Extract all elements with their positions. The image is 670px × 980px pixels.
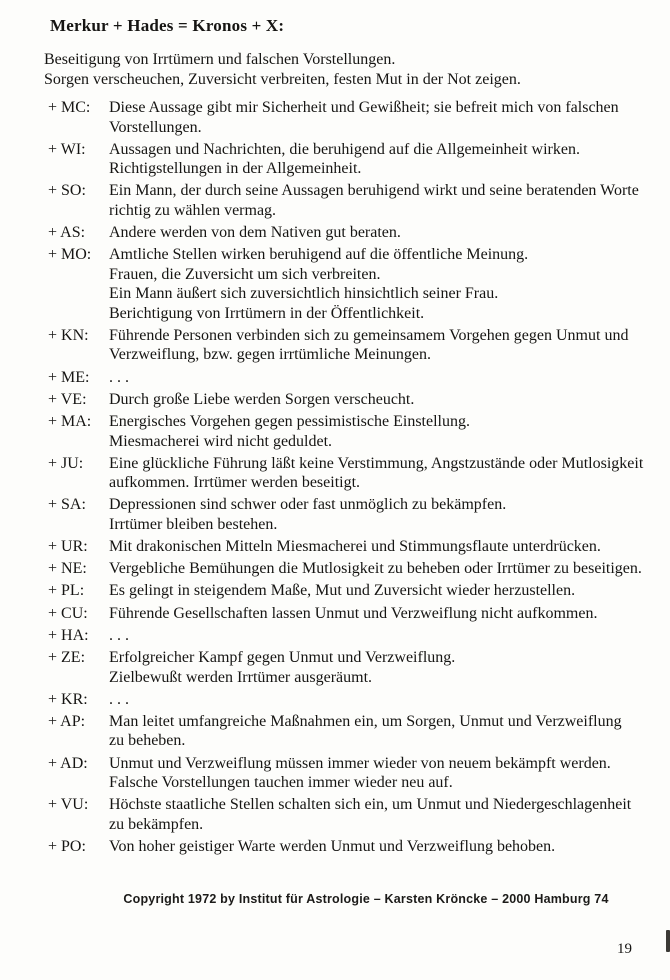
entry-text-line: . . . [109, 626, 129, 644]
entry-row [44, 648, 658, 687]
entry-row [44, 795, 658, 834]
entry-text-line: Diese Aussage gibt mir Sicherheit und Gewißheit; sie befreit mich von falschen [109, 99, 619, 116]
entry-row [44, 181, 658, 220]
entry-label: + PL: [48, 582, 85, 600]
intro-paragraph [44, 50, 658, 89]
entry-text [109, 690, 658, 710]
page-number: 19 [617, 941, 632, 957]
entry-row [44, 712, 658, 751]
entry-row [44, 390, 658, 410]
entry-text-line: zu beheben. [109, 732, 186, 750]
intro-line: Beseitigung von Irrtümern und falschen Vorstellungen. [44, 51, 396, 68]
entry-row [44, 537, 658, 557]
entry-text-line: Vorstellungen. [109, 118, 202, 136]
entry-text-line: Mit drakonischen Mitteln Miesmacherei und Stimmungsflaute unterdrücken. [109, 538, 601, 556]
entry-row [44, 98, 658, 137]
entry-text-line: Andere werden von dem Nativen gut beraten. [109, 224, 401, 242]
entry-text [109, 390, 658, 410]
copyright-line: Copyright 1972 by Institut für Astrologie – Karsten Kröncke – 2000 Hamburg 74 [123, 892, 609, 907]
entry-text-line: Höchste staatliche Stellen schalten sich ein, um Unmut und Niedergeschlagenheit [109, 796, 632, 814]
entry-text [109, 626, 658, 646]
entry-text [109, 559, 658, 579]
entry-text-line: Unmut und Verzweiflung müssen immer wieder von neuem bekämpft werden. [109, 754, 611, 772]
entry-row [44, 690, 658, 710]
scan-artifact-mark [666, 930, 670, 952]
entry-label: + KN: [48, 326, 89, 344]
entry-row [44, 140, 658, 179]
page-title: Merkur + Hades = Kronos + X: [50, 16, 285, 35]
entry-row [44, 559, 658, 579]
entry-label: + CU: [48, 604, 88, 622]
entry-text [109, 326, 658, 365]
entry-text [109, 581, 658, 601]
entry-row [44, 837, 658, 857]
entry-text-line: Aussagen und Nachrichten, die beruhigend auf die Allgemeinheit wirken. [109, 140, 580, 158]
entry-text-line: Verzweiflung, bzw. gegen irrtümliche Meinungen. [109, 346, 431, 364]
entry-text-line: Depressionen sind schwer oder fast unmöglich zu bekämpfen. [109, 496, 507, 514]
entry-label: + ZE: [48, 649, 86, 666]
entry-text-line: . . . [109, 368, 129, 386]
entry-text-line: Führende Gesellschaften lassen Unmut und Verzweiflung nicht aufkommen. [109, 604, 598, 622]
entry-text-line: Miesmacherei wird nicht geduldet. [109, 432, 333, 450]
entry-text-line: richtig zu wählen vermag. [109, 201, 277, 219]
entry-label: + AD: [48, 754, 88, 772]
entry-row [44, 495, 658, 534]
entry-row [44, 604, 658, 624]
entry-label: + WI: [48, 140, 86, 158]
entry-text-line: . . . [109, 690, 129, 708]
entry-label: + VE: [48, 390, 87, 408]
entry-text [109, 245, 658, 323]
entry-label: + HA: [48, 626, 89, 644]
intro-line: Sorgen verscheuchen, Zuversicht verbreiten, festen Mut in der Not zeigen. [44, 70, 521, 88]
entry-text [109, 412, 658, 451]
entry-text [109, 604, 658, 624]
entry-row [44, 368, 658, 388]
entry-label: + VU: [48, 796, 89, 814]
entry-text-line: Frauen, die Zuversicht um sich verbreiten. [109, 265, 381, 283]
entry-row [44, 223, 658, 243]
entry-text [109, 140, 658, 179]
entry-label: + SA: [48, 496, 86, 514]
entry-text-line: Durch große Liebe werden Sorgen verscheucht. [109, 390, 415, 408]
entry-label: + JU: [48, 454, 84, 472]
entries-list [44, 98, 658, 856]
entry-text-line: Ein Mann, der durch seine Aussagen beruhigend wirkt und seine beratenden Worte [109, 182, 639, 200]
entry-text [109, 368, 658, 388]
entry-text-line: Vergebliche Bemühungen die Mutlosigkeit zu beheben oder Irrtümer zu beseitigen. [109, 560, 642, 578]
entry-label: + ME: [48, 368, 90, 386]
entry-row [44, 626, 658, 646]
entry-text [109, 454, 658, 493]
entry-label: + NE: [48, 560, 87, 578]
entry-label: + AS: [48, 224, 86, 242]
entry-text-line: Amtliche Stellen wirken beruhigend auf die öffentliche Meinung. [109, 246, 529, 264]
entry-row [44, 581, 658, 601]
entry-text-line: Es gelingt in steigendem Maße, Mut und Zuversicht wieder herzustellen. [109, 582, 576, 600]
entry-text [109, 495, 658, 534]
entry-text-line: Ein Mann äußert sich zuversichtlich hinsichtlich seiner Frau. [109, 285, 499, 303]
entry-label: + SO: [48, 182, 86, 200]
entry-text-line: Von hoher geistiger Warte werden Unmut und Verzweiflung behoben. [109, 837, 556, 855]
entry-row [44, 754, 658, 793]
entry-text-line: aufkommen. Irrtümer werden beseitigt. [109, 474, 361, 492]
entry-text-line: Führende Personen verbinden sich zu gemeinsamem Vorgehen gegen Unmut und [109, 326, 629, 344]
entry-row [44, 412, 658, 451]
entry-text-line: Zielbewußt werden Irrtümer ausgeräumt. [109, 668, 373, 686]
entry-label: + PO: [48, 837, 86, 855]
entry-label: + MC: [48, 99, 91, 116]
entry-text [109, 712, 658, 751]
entry-row [44, 454, 658, 493]
entry-label: + MA: [48, 413, 92, 430]
entry-text [109, 223, 658, 243]
entry-text-line: Energisches Vorgehen gegen pessimistische Einstellung. [109, 413, 470, 430]
entry-text-line: Richtigstellungen in der Allgemeinheit. [109, 160, 362, 178]
entry-text-line: zu bekämpfen. [109, 815, 204, 833]
entry-text [109, 648, 658, 687]
entry-text-line: Irrtümer bleiben bestehen. [109, 515, 278, 533]
entry-label: + KR: [48, 690, 88, 708]
entry-text-line: Erfolgreicher Kampf gegen Unmut und Verzweiflung. [109, 649, 456, 666]
entry-text [109, 754, 658, 793]
entry-text [109, 837, 658, 857]
entry-label: + AP: [48, 712, 86, 730]
entry-row [44, 245, 658, 323]
entry-text [109, 537, 658, 557]
entry-text-line: Berichtigung von Irrtümern in der Öffentlichkeit. [109, 304, 425, 322]
entry-text [109, 795, 658, 834]
entry-row [44, 326, 658, 365]
entry-label: + MO: [48, 246, 92, 264]
entry-text-line: Man leitet umfangreiche Maßnahmen ein, um Sorgen, Unmut und Verzweiflung [109, 712, 622, 730]
entry-text-line: Eine glückliche Führung läßt keine Verstimmung, Angstzustände oder Mutlosigkeit [109, 454, 644, 472]
entry-label: + UR: [48, 538, 88, 556]
entry-text [109, 98, 658, 137]
entry-text-line: Falsche Vorstellungen tauchen immer wieder neu auf. [109, 774, 453, 792]
entry-text [109, 181, 658, 220]
